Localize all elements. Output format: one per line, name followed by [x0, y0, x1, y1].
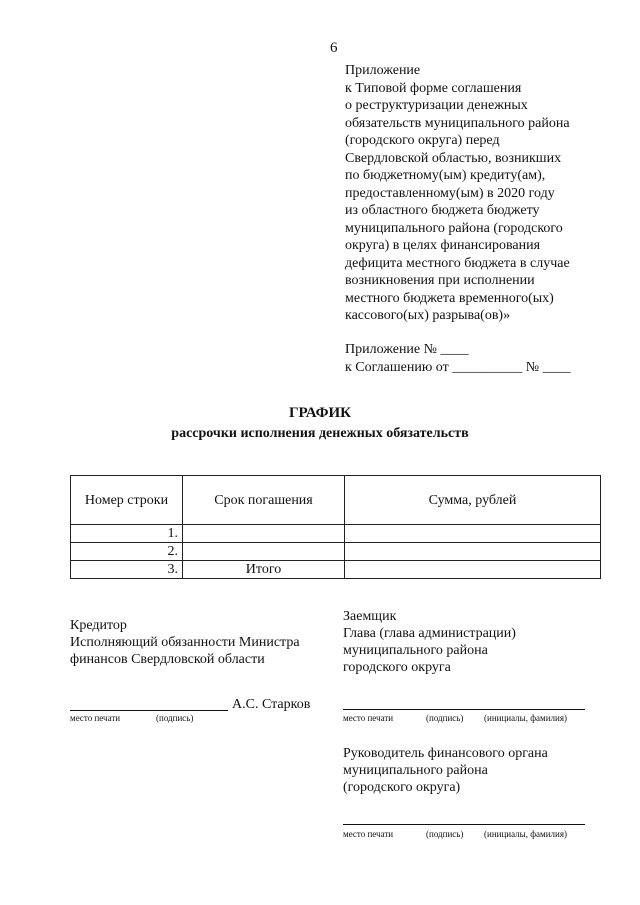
creditor-signature-line [70, 710, 228, 711]
borrower-signature-line [343, 709, 585, 710]
finance-head-position: муниципального района [343, 763, 488, 778]
appendix-line: округа) в целях финансирования [345, 238, 541, 253]
finance-head-heading: Руководитель финансового органа [343, 746, 548, 761]
appendix-line: обязательств муниципального района [345, 115, 570, 131]
borrower-position: муниципального района [343, 643, 488, 658]
borrower-block [343, 608, 516, 676]
finance-head-signature-caption: (подпись) [426, 829, 464, 839]
document-title: ГРАФИК [288, 405, 352, 421]
schedule-table [70, 475, 601, 579]
borrower-stamp-caption: место печати [343, 713, 394, 723]
appendix-line: предоставленному(ым) в 2020 году [345, 185, 555, 201]
creditor-heading: Кредитор [70, 618, 127, 633]
table-row [71, 561, 601, 579]
appendix-line: Свердловской областью, возникших [345, 150, 562, 166]
appendix-number [345, 341, 571, 377]
finance-head-stamp-caption: место печати [343, 829, 394, 839]
appendix-line: дефицита местного бюджета в случае [345, 255, 570, 271]
creditor-stamp-caption: место печати [70, 713, 121, 723]
creditor-signer-name: А.С. Старков [232, 697, 311, 712]
borrower-position: Глава (глава администрации) [343, 626, 516, 641]
appendix-line: о реструктуризации денежных [345, 98, 528, 113]
header-amount: Сумма, рублей [345, 476, 601, 525]
cell-due-date [183, 543, 345, 561]
appendix-line: муниципального района (городского [345, 220, 563, 236]
cell-due-date [183, 525, 345, 543]
borrower-position: городского округа [343, 660, 451, 675]
appendix-line: по бюджетному(ым) кредиту(ам), [345, 168, 546, 183]
borrower-heading: Заемщик [343, 609, 397, 624]
finance-head-block [343, 745, 548, 796]
finance-head-signature-line [343, 824, 585, 825]
table-header-row [71, 476, 601, 525]
appendix-line: из областного бюджета бюджету [345, 203, 540, 218]
appendix-line: (городского округа) перед [345, 133, 500, 148]
creditor-signature-caption: (подпись) [156, 713, 194, 723]
table-row [71, 543, 601, 561]
borrower-signature-caption: (подпись) [426, 713, 464, 723]
cell-row-number: 1. [71, 525, 183, 543]
cell-due-date: Итого [183, 561, 345, 579]
appendix-line: местного бюджета временного(ых) [345, 290, 554, 306]
agreement-reference-line: к Соглашению от __________ № ____ [345, 360, 571, 375]
appendix-number-line: Приложение № ____ [345, 342, 469, 357]
cell-row-number: 2. [71, 543, 183, 561]
creditor-block [70, 617, 300, 668]
page-number: 6 [330, 40, 338, 56]
cell-amount [345, 543, 601, 561]
header-due-date: Срок погашения [183, 476, 345, 525]
finance-head-initials-caption: (инициалы, фамилия) [484, 829, 567, 839]
cell-amount [345, 561, 601, 579]
document-subtitle: рассрочки исполнения денежных обязательств [171, 426, 469, 441]
appendix-line: кассового(ых) разрыва(ов)» [345, 308, 511, 323]
borrower-initials-caption: (инициалы, фамилия) [484, 713, 567, 723]
appendix-line: Приложение [345, 63, 421, 78]
appendix-line: к Типовой форме соглашения [345, 80, 522, 96]
creditor-position: финансов Свердловской области [70, 652, 265, 667]
finance-head-position: (городского округа) [343, 780, 461, 795]
appendix-line: возникновения при исполнении [345, 273, 535, 288]
table-row [71, 525, 601, 543]
appendix-header [345, 62, 625, 325]
cell-row-number: 3. [71, 561, 183, 579]
cell-amount [345, 525, 601, 543]
creditor-position: Исполняющий обязанности Министра [70, 635, 300, 650]
header-row-number: Номер строки [71, 476, 183, 525]
